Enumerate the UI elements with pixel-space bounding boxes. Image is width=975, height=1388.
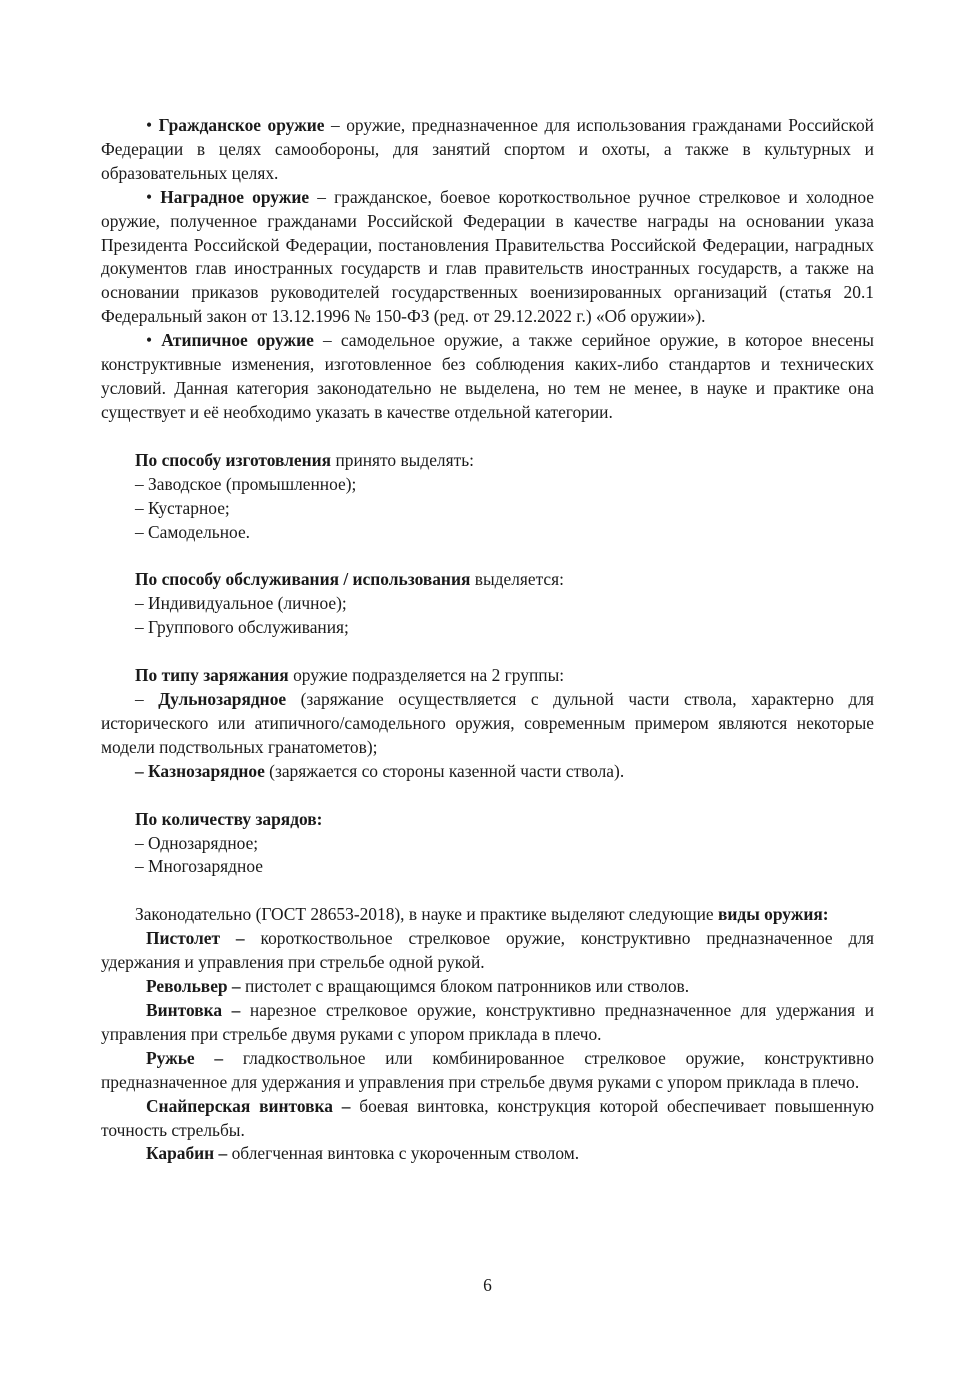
breech-loading-paragraph: – Казнозарядное (заряжается со стороны казенной части ствола). [135, 760, 625, 781]
list-item: – Самодельное. [135, 521, 251, 542]
definition-revolver: Револьвер – пистолет с вращающимся блоком патронников или стволов. [146, 976, 690, 997]
charges-heading: По количеству зарядов: [135, 808, 323, 829]
breech-loading-term: – Казнозарядное [135, 760, 265, 781]
civil-weapon-paragraph: • Гражданское оружие – оружие, предназначенное для использования гражданами Российской Федерации в целях самообороны, для занятий спортом и охоты, а также в культурных и образовательных целях. [101, 115, 874, 183]
service-heading: По способу обслуживания / использования выделяется: [135, 569, 564, 590]
list-item: – Однозарядное; [135, 832, 259, 853]
list-item: – Группового обслуживания; [135, 617, 349, 638]
definition-sniper-rifle: Снайперская винтовка – боевая винтовка, конструкция которой обеспечивает повышенную точность стрельбы. [101, 1095, 874, 1140]
atypical-weapon-paragraph: • Атипичное оружие – самодельное оружие, а также серийное оружие, в которое внесены конструктивные изменения, изготовленное без соблюдения каких-либо стандартов и технических условий. Данная категория законодательно не выделена, но тем не менее, в науке и практике она существует и её необходимо указать в качестве отдельной категории. [101, 330, 874, 422]
muzzle-loading-paragraph: – Дульнозарядное (заряжание осуществляется с дульной части ствола, характерно для исторического или атипичного/самодельного оружия, современным примером являются некоторые модели подствольных гранатометов); [101, 689, 874, 757]
list-item: – Индивидуальное (личное); [135, 593, 347, 614]
list-item: – Кустарное; [135, 497, 230, 518]
muzzle-loading-term: Дульнозарядное [158, 689, 287, 710]
list-item: – Многозарядное [135, 856, 263, 877]
loading-heading: По типу заряжания оружие подразделяется на 2 группы: [135, 665, 565, 686]
award-weapon-term: Наградное оружие [160, 186, 310, 207]
definition-shotgun: Ружье – гладкоствольное или комбинированное стрелковое оружие, конструктивно предназначенное для удержания и управления при стрельбе двумя руками с упором приклада в плечо. [101, 1047, 874, 1092]
civil-weapon-term: Гражданское оружие [158, 115, 325, 135]
award-weapon-paragraph: • Наградное оружие – гражданское, боевое короткоствольное ручное стрелковое и холодное оружие, полученное гражданами Российской Федерации в качестве награды на основании указа Президента Российской Федерации, постановления Правительства Российской Федерации, наградных документов глав иностранных государств и глав правительств иностранных государств, а также на основании приказов руководителей государственных военизированных организаций (статья 20.1 Федеральный закон от 13.12.1996 № 150-ФЗ (ред. от 29.12.2022 г.) «Об оружии»). [101, 186, 875, 327]
definition-rifle: Винтовка – нарезное стрелковое оружие, конструктивно предназначенное для удержания и управления при стрельбе двумя руками с упором приклада в плечо. [101, 1000, 874, 1044]
definition-carbine: Карабин – облегченная винтовка с укороченным стволом. [146, 1143, 580, 1164]
page-number: 6 [483, 1275, 492, 1295]
weapon-types-intro: Законодательно (ГОСТ 28653-2018), в науке и практике выделяют следующие виды оружия: [135, 904, 829, 925]
list-item: – Заводское (промышленное); [135, 473, 357, 494]
atypical-weapon-term: Атипичное оружие [161, 330, 314, 351]
manufacture-heading: По способу изготовления принято выделять: [135, 449, 474, 470]
definition-pistol: Пистолет – короткоствольное стрелковое оружие, конструктивно предназначенное для удержания и управления при стрельбе одной рукой. [101, 928, 875, 973]
